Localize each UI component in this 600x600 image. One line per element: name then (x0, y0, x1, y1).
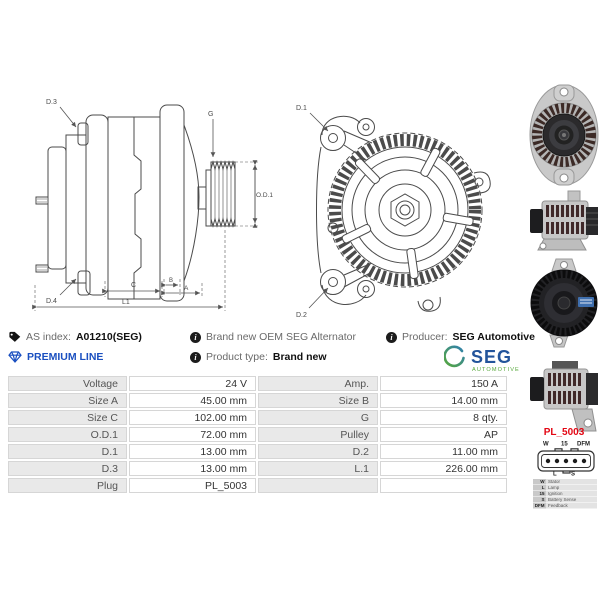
spec-value: 14.00 mm (380, 393, 507, 408)
product-photo-side[interactable] (528, 189, 600, 253)
spec-label: L.1 (258, 461, 378, 476)
spec-value: 72.00 mm (129, 427, 256, 442)
product-photo-side-plug[interactable] (528, 355, 600, 437)
product-type-row (190, 351, 327, 363)
spec-label: Amp. (258, 376, 378, 391)
product-type-value: Brand new (272, 351, 327, 363)
dim-label-l1: L1 (122, 299, 130, 306)
dim-label-a: A (184, 285, 189, 292)
spec-label: Size A (8, 393, 127, 408)
dim-label-d1: D.1 (296, 105, 307, 112)
legend-row (533, 503, 597, 509)
legend-row (533, 497, 597, 503)
dim-label-c: C (131, 282, 137, 289)
pin-label-15: 15 (561, 440, 568, 447)
premium-line-row (8, 351, 103, 363)
as-index-row (8, 331, 142, 343)
legend-row (533, 485, 597, 491)
dim-label-d2: D.2 (296, 312, 307, 319)
spec-label: O.D.1 (8, 427, 127, 442)
spec-value: 24 V (129, 376, 256, 391)
spec-value: 13.00 mm (129, 461, 256, 476)
dim-label-d3: D.3 (46, 99, 57, 106)
spec-label: Plug (8, 478, 127, 493)
spec-value: PL_5003 (129, 478, 256, 493)
spec-value: 45.00 mm (129, 393, 256, 408)
spec-label (258, 478, 378, 493)
pin-label-w: W (543, 440, 549, 447)
dim-label-g: G (208, 111, 214, 118)
plug-legend (533, 479, 597, 509)
pin-label-dfm: DFM (577, 440, 590, 447)
premium-line-label: PREMIUM LINE (27, 351, 104, 363)
spec-value: 150 A (380, 376, 507, 391)
dim-label-b: B (169, 278, 174, 284)
spec-value: 102.00 mm (129, 410, 256, 425)
spec-table (8, 376, 507, 493)
legend-pin: L (533, 485, 546, 491)
spec-label: Voltage (8, 376, 127, 391)
legend-pin: S (533, 497, 546, 503)
legend-desc: Battery Sense (546, 497, 597, 503)
spec-label: Size B (258, 393, 378, 408)
legend-desc: Lamp (546, 485, 597, 491)
seg-automotive-logo (444, 343, 530, 380)
legend-row (533, 479, 597, 485)
spec-value: 226.00 mm (380, 461, 507, 476)
technical-drawing-side-view (22, 85, 274, 323)
oem-text: Brand new OEM SEG Alternator (206, 331, 356, 343)
spec-value (380, 478, 507, 493)
spec-value: 8 qty. (380, 410, 507, 425)
product-type-label: Product type: (206, 351, 268, 363)
dim-label-od1: O.D.1 (256, 192, 273, 199)
spec-value: 11.00 mm (380, 444, 507, 459)
spec-value: 13.00 mm (129, 444, 256, 459)
spec-label: Pulley (258, 427, 378, 442)
spec-label: D.3 (8, 461, 127, 476)
info-icon: i (190, 332, 201, 343)
legend-desc: Ignition (546, 491, 597, 497)
legend-row (533, 491, 597, 497)
legend-pin: 15 (533, 491, 546, 497)
spec-label: D.2 (258, 444, 378, 459)
oem-row (190, 331, 356, 343)
pin-label-s: S (571, 470, 576, 477)
legend-desc: Feedback (546, 503, 597, 509)
spec-label: Size C (8, 410, 127, 425)
product-photo-angled[interactable] (528, 257, 600, 349)
seg-logo-text: SEG (471, 347, 513, 367)
pin-label-l: L (553, 470, 557, 477)
legend-pin: W (533, 479, 546, 485)
plug-name: PL_5003 (543, 427, 585, 438)
seg-logo-subtext: AUTOMOTIVE (472, 367, 520, 373)
as-index-label: AS index: (26, 331, 71, 343)
legend-desc: Stator (546, 479, 597, 485)
dim-label-d4: D.4 (46, 298, 57, 305)
spec-value: AP (380, 427, 507, 442)
producer-label: Producer: (402, 331, 448, 343)
diamond-icon (8, 351, 22, 363)
info-icon: i (190, 352, 201, 363)
tag-icon (8, 331, 21, 343)
producer-row (386, 331, 535, 343)
product-photo-front[interactable] (528, 83, 600, 187)
plug-connector-diagram (536, 448, 596, 474)
producer-value: SEG Automotive (452, 331, 535, 343)
technical-drawing-front-view (278, 85, 526, 325)
seg-logo-circle (445, 347, 464, 366)
spec-label: G (258, 410, 378, 425)
info-icon: i (386, 332, 397, 343)
as-index-value: A01210(SEG) (75, 331, 142, 343)
spec-label: D.1 (8, 444, 127, 459)
legend-pin: DFM (534, 503, 545, 508)
